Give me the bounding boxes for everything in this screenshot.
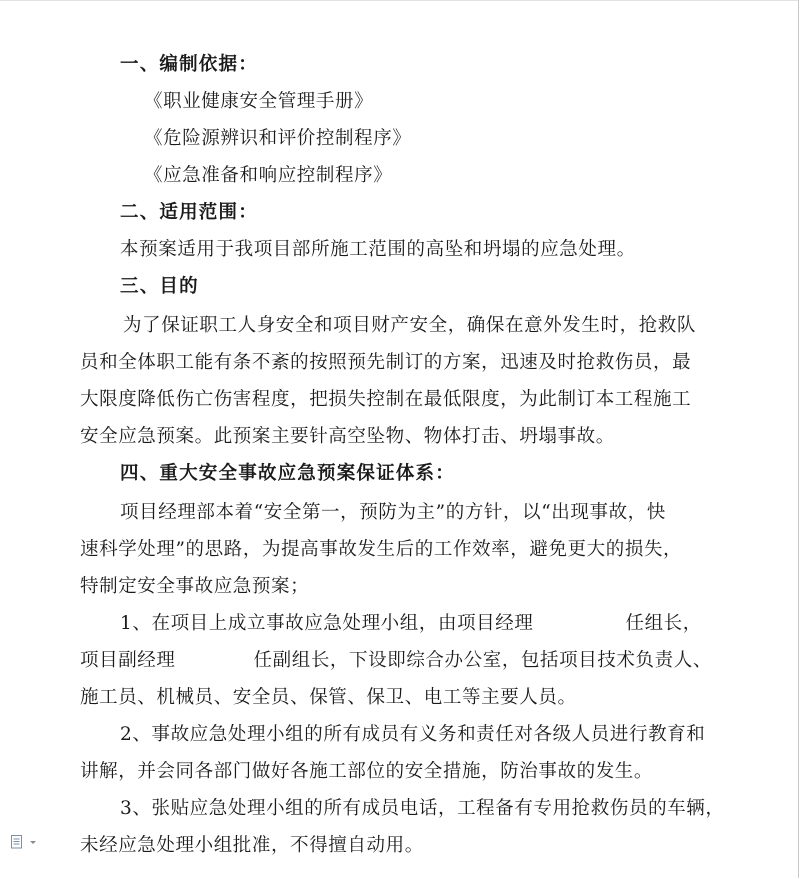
- intro-line: 项目经理部本着“安全第一，预防为主”的方针，以“出现事故，快: [120, 502, 666, 523]
- purpose-line: 员和全体职工能有条不紊的按照预先制订的方案，迅速及时抢救伤员，最: [80, 352, 692, 373]
- item-1-text: 任副组长，下设即综合办公室，包括项目技术负责人、: [253, 650, 712, 671]
- item-2-line: 2、事故应急处理小组的所有成员有义务和责任对各级人员进行教育和: [120, 724, 706, 745]
- item-2-line: 讲解，并会同各部门做好各施工部位的安全措施，防治事故的发生。: [80, 761, 654, 782]
- reference-item: 《危险源辨识和评价控制程序》: [144, 128, 412, 149]
- page-top-border: [0, 0, 799, 1]
- purpose-line: 安全应急预案。此预案主要针高空坠物、物体打击、坍塌事故。: [80, 426, 615, 447]
- section-2-heading: 二、适用范围：: [120, 202, 258, 223]
- item-1-line: [80, 649, 712, 673]
- section-3-heading: 三、目的: [120, 276, 199, 297]
- item-1-text: 任组长，: [625, 613, 702, 634]
- intro-line: 特制定安全事故应急预案；: [80, 576, 310, 597]
- item-1-line: 施工员、机械员、安全员、保管、保卫、电工等主要人员。: [80, 687, 577, 708]
- intro-line: 速科学处理”的思路，为提高事故发生后的工作效率，避免更大的损失，: [80, 539, 683, 560]
- item-1-text: 1、在项目上成立事故应急处理小组，由项目经理: [120, 613, 534, 634]
- purpose-line: 为了保证职工人身安全和项目财产安全，确保在意外发生时，抢救队: [123, 315, 697, 336]
- reference-item: 《应急准备和响应控制程序》: [144, 165, 393, 186]
- scope-paragraph: 本预案适用于我项目部所施工范围的高坠和坍塌的应急处理。: [120, 239, 636, 260]
- item-3-line: 未经应急处理小组批准，不得擅自动用。: [80, 835, 424, 856]
- item-3-line: 3、张贴应急处理小组的所有成员电话，工程备有专用抢救伤员的车辆，: [120, 798, 725, 819]
- document-paste-icon[interactable]: [10, 834, 40, 850]
- reference-item: 《职业健康安全管理手册》: [144, 91, 374, 112]
- item-1-text: 项目副经理: [80, 650, 176, 671]
- section-4-heading: 四、重大安全事故应急预案保证体系：: [120, 463, 455, 484]
- item-1-line: [120, 612, 702, 636]
- purpose-line: 大限度降低伤亡伤害程度，把损失控制在最低限度，为此制订本工程施工: [80, 389, 692, 410]
- section-1-heading: 一、编制依据：: [120, 54, 258, 75]
